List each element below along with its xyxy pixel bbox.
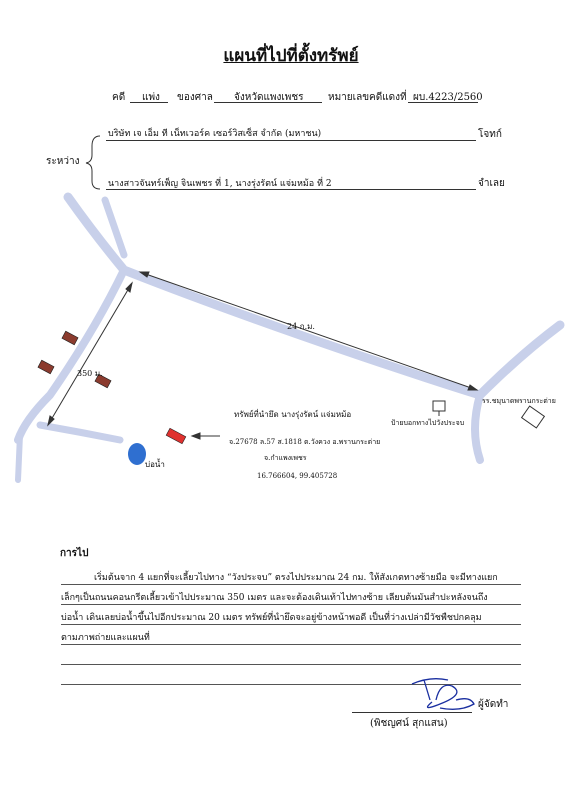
between-label: ระหว่าง	[46, 156, 80, 167]
directions-line-2: เล็กๆเป็นถนนคอนกรีตเลี้ยวเข้าไปประมาณ 350 เมตร และจะต้องเดินเท้าไปทางซ้าย เลียบต้นมันสำปะหลังจนถึง	[61, 593, 488, 603]
property-province: จ.กำแพงเพชร	[264, 454, 307, 462]
court-name: จังหวัดแพงเพชร	[234, 92, 304, 103]
directions-line-3: บ่อน้ำ เดินเลยบ่อน้ำขึ้นไปอีกประมาณ 20 เมตร ทรัพย์ที่นำยึดจะอยู่ข้างหน้าพอดี เป็นที่ว่างเปล่ามีวัชพืชปกคลุม	[61, 613, 482, 623]
directions-heading: การไป	[60, 548, 89, 559]
court-label: ของศาล	[177, 92, 213, 103]
case-number: ผบ.4223/2560	[413, 92, 483, 103]
pond-label: บ่อน้ำ	[145, 460, 165, 469]
distance-main-label: 24 ก.ม.	[287, 322, 315, 331]
property-deed: จ.27678 ล.57 ส.1818 ต.วังควง อ.พรานกระต่าย	[229, 438, 381, 446]
case-number-label: หมายเลขคดีแดงที่	[328, 92, 407, 103]
sign-label: ป้ายบอกทางไปวังประจบ	[391, 419, 465, 427]
defendant-name: นางสาวจันทร์เพ็ญ จินเพชร ที่ 1, นางรุ่งรัตน์ แจ่มหม้อ ที่ 2	[108, 179, 332, 189]
signature-role: ผู้จัดทำ	[478, 699, 509, 710]
property-title: ทรัพย์ที่นำยึด นางรุ่งรัตน์ แจ่มหม้อ	[234, 410, 352, 419]
signature-name: (พิชญศน์ สุกแสน)	[370, 718, 448, 729]
defendant-role: จำเลย	[478, 178, 505, 189]
plaintiff-name: บริษัท เจ เอ็ม ที เน็ทเวอร์ค เซอร์วิสเซ็ส จำกัด (มหาชน)	[108, 129, 322, 139]
coordinates: 16.766604, 99.405728	[257, 472, 338, 480]
directions-line-4: ตามภาพถ่ายและแผนที่	[61, 633, 150, 643]
signature-stroke	[412, 679, 474, 710]
signature-line	[352, 712, 472, 713]
distance-side-label: 350 ม.	[77, 369, 103, 378]
plaintiff-role: โจทก์	[478, 129, 502, 140]
directions-line-1: เริ่มต้นจาก 4 แยกที่จะเลี้ยวไปทาง “วังประจบ” ตรงไปประมาณ 24 กม. ให้สังเกตทางซ้ายมือ จะมีทางแยก	[94, 573, 498, 583]
page-title: แผนที่ไปที่ตั้งทรัพย์	[223, 46, 359, 66]
case-label: คดี	[112, 92, 126, 103]
case-type: แพ่ง	[142, 92, 160, 103]
junction-label: รร.ชมุนาดพรานกระต่าย	[482, 397, 556, 405]
